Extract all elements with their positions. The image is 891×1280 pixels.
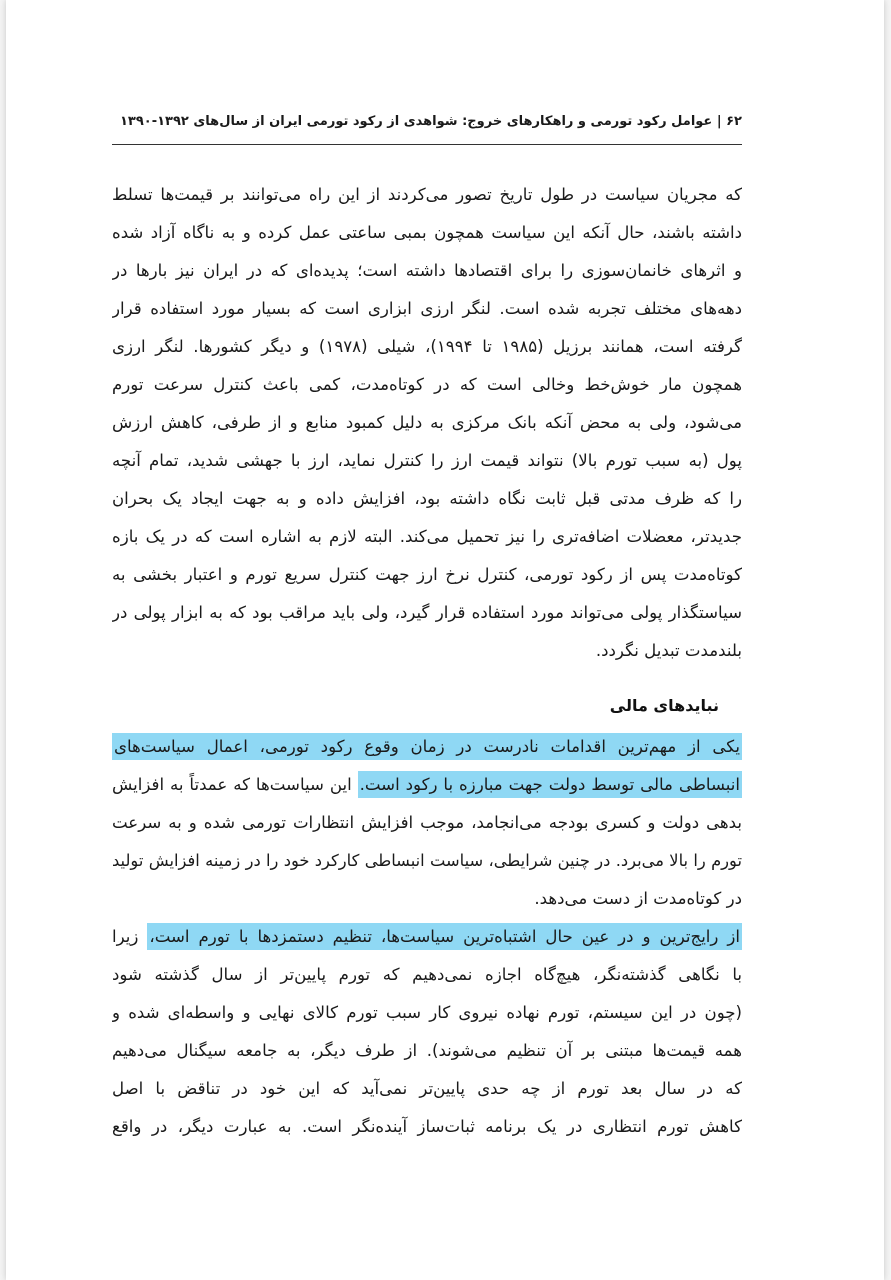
text-line: با نگاهی گذشته‌نگر، هیچ‌گاه اجازه نمی‌دهیم که تورم پایین‌تر از سال گذشته شود [112,965,742,984]
text-run: زیرا [112,927,148,946]
text-line: در کوتاه‌مدت از دست می‌دهد. [534,889,742,908]
text-line: بلندمدت تبدیل نگردد. [595,641,742,660]
text-line: می‌شود، ولی به محض آنکه بانک مرکزی به دلیل کمبود منابع و از طرفی، کاهش ارزش [112,413,742,432]
text-line: که مجریان سیاست در طول تاریخ تصور می‌کردند از این راه می‌توانند بر قیمت‌ها تسلط [112,185,742,204]
text-line: که در سال بعد تورم از چه حدی پایین‌تر نمی‌آید که این خود در تناقض با اصل [112,1079,742,1098]
text-line: پول (به سبب تورم بالا) نتواند قیمت ارز را کنترل نماید، ارز با جهشی شدید، تمام آنچه [112,451,742,470]
text-line: گرفته است، همانند برزیل (۱۹۸۵ تا ۱۹۹۴)، شیلی (۱۹۷۸) و دیگر کشورها. لنگر ارزی [112,337,742,356]
running-header: ۶۲ | عوامل رکود تورمی و راهکارهای خروج: شواهدی از رکود تورمی ایران از سال‌های ۱۳۹۲-۱۳۹۰ [119,114,742,129]
text-line: کاهش تورم انتظاری در یک برنامه ثبات‌ساز آینده‌نگر است. به عبارت دیگر، در واقع [112,1117,742,1136]
text-line [112,766,742,804]
text-line: همچون مار خوش‌خط وخالی است که در کوتاه‌مدت، کمی باعث کنترل سرعت تورم [112,375,742,394]
text-line: جدیدتر، معضلات اضافه‌تری را نیز تحمیل می‌کند. البته لازم به اشاره است که در یک بازه [112,527,742,546]
highlighted-text: یکی از مهم‌ترین اقدامات نادرست در زمان وقوع رکود تورمی، اعمال سیاست‌های [112,733,742,760]
text-line: سیاستگذار پولی می‌تواند مورد استفاده قرار گیرد، ولی باید مراقب بود که به ابزار پولی در [112,603,742,622]
highlighted-text: از رایج‌ترین و در عین حال اشتباه‌ترین سیاست‌ها، تنظیم دستمزدها با تورم است، [147,923,742,950]
text-line: کوتاه‌مدت پس از رکود تورمی، کنترل نرخ ارز جهت کنترل سریع تورم و اعتبار بخشی به [112,565,742,584]
text-line: داشته باشند، حال آنکه این سیاست همچون بمبی ساعتی عمل کرده و به ناگاه آزاد شده [112,223,742,242]
section-heading: نبایدهای مالی [609,696,719,715]
text-line [112,918,742,956]
text-line: همه قیمت‌ها مبتنی بر آن تنظیم می‌شوند). از طرف دیگر، به جامعه سیگنال می‌دهیم [112,1041,742,1060]
text-line: تورم را بالا می‌برد. در چنین شرایطی، سیاست انبساطی کارکرد خود را در زمینه افزایش تولید [112,851,742,870]
highlighted-text: انبساطی مالی توسط دولت جهت مبارزه با رکود است. [358,771,742,798]
text-line: (چون در این سیستم، تورم نهاده نیروی کار سبب تورم کالای نهایی و واسطه‌ای شده و [112,1003,742,1022]
text-line: را که ظرف مدتی قبل ثابت نگاه داشته بود، افزایش داده و به جهت ایجاد یک بحران [112,489,742,508]
text-line [112,728,742,766]
text-line: دهه‌های مختلف تجربه شده است. لنگر ارزی ابزاری است که بسیار مورد استفاده قرار [112,299,742,318]
text-line: و اثرهای خانمان‌سوزی را برای اقتصادها داشته است؛ پدیده‌ای که در ایران نیز بارها در [112,261,742,280]
text-line: بدهی دولت و کسری بودجه می‌انجامد، موجب افزایش انتظارات تورمی شده و به سرعت [112,813,742,832]
text-run: این سیاست‌ها که عمدتاً به افزایش [112,775,358,794]
header-divider [112,144,742,145]
